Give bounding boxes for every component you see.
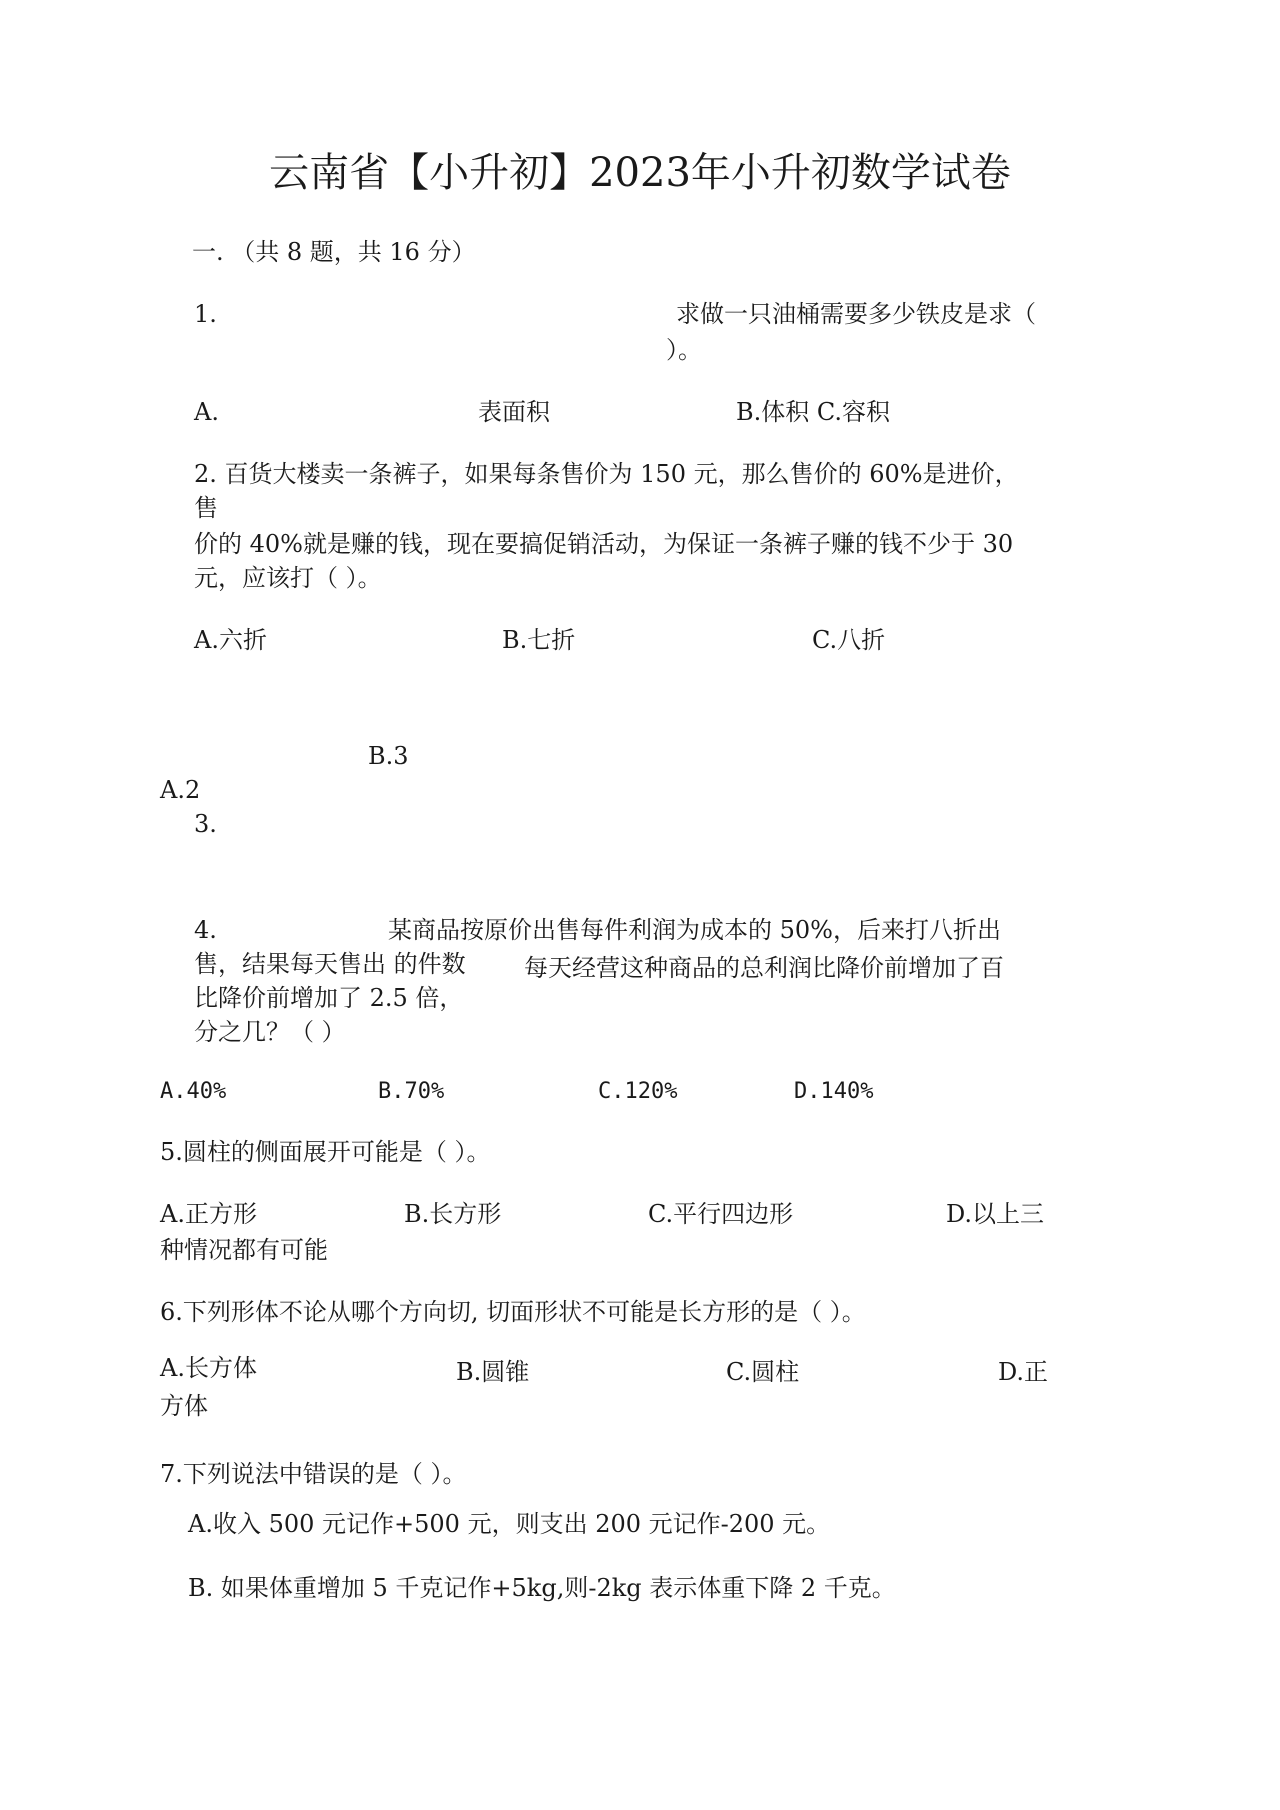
q5-text: 5.圆柱的侧面展开可能是（ ）。: [160, 1138, 491, 1166]
q3-option-b: B.3: [368, 742, 409, 770]
q4-option-d: D.140%: [794, 1079, 874, 1104]
q1-text-line2: ）。: [666, 336, 702, 364]
q5-option-b: B.长方形: [404, 1200, 502, 1228]
q3-number: 3.: [194, 810, 217, 838]
q1-text-line1: 求做一只油桶需要多少铁皮是求（: [676, 300, 1036, 328]
q6-option-d: D.正: [998, 1358, 1049, 1386]
q4-option-c: C.120%: [598, 1079, 678, 1104]
q5-option-d-cont: 种情况都有可能: [160, 1236, 328, 1264]
q3-option-a: A.2: [160, 776, 201, 804]
q4-line4: 分之几？（ ）: [194, 1018, 346, 1046]
q4-option-a: A.40%: [160, 1079, 227, 1104]
q4-line3: 比降价前增加了 2.5 倍，: [194, 984, 464, 1012]
section-heading: 一. （共 8 题，共 16 分）: [192, 238, 476, 266]
q2-option-c: C.八折: [812, 626, 886, 654]
q7-text: 7.下列说法中错误的是（ ）。: [160, 1460, 467, 1488]
q2-line3: 价的 40%就是赚的钱，现在要搞促销活动，为保证一条裤子赚的钱不少于 30: [194, 530, 1014, 558]
q2-line1: 2. 百货大楼卖一条裤子，如果每条售价为 150 元，那么售价的 60%是进价，: [194, 460, 1019, 488]
q2-line2: 售: [194, 494, 218, 522]
q4-number: 4.: [194, 916, 217, 944]
q4-option-b: B.70%: [378, 1079, 445, 1104]
q5-option-d: D.以上三: [946, 1200, 1045, 1228]
q7-option-a: A.收入 500 元记作+500 元，则支出 200 元记作-200 元。: [188, 1510, 831, 1538]
q1-option-a-text: 表面积: [478, 398, 550, 426]
q4-line2-right: 每天经营这种商品的总利润比降价前增加了百: [524, 954, 1004, 982]
q1-options-bc: B.体积 C.容积: [736, 398, 891, 426]
q4-line2-left: 售，结果每天售出 的件数: [194, 950, 466, 978]
q6-option-c: C.圆柱: [726, 1358, 800, 1386]
q1-option-a-label: A.: [194, 398, 219, 426]
q5-option-c: C.平行四边形: [648, 1200, 794, 1228]
q6-text: 6.下列形体不论从哪个方向切, 切面形状不可能是长方形的是（ ）。: [160, 1298, 866, 1326]
q6-option-d-cont: 方体: [160, 1392, 208, 1420]
page-title: 云南省【小升初】2023年小升初数学试卷: [269, 150, 1011, 196]
q2-option-a: A.六折: [194, 626, 267, 654]
q6-option-b: B.圆锥: [456, 1358, 530, 1386]
q5-option-a: A.正方形: [160, 1200, 257, 1228]
q7-option-b: B. 如果体重增加 5 千克记作+5kg,则-2kg 表示体重下降 2 千克。: [188, 1574, 896, 1602]
q2-option-b: B.七折: [502, 626, 576, 654]
q6-option-a: A.长方体: [160, 1354, 257, 1382]
q4-line1: 某商品按原价出售每件利润为成本的 50%，后来打八折出: [388, 916, 1001, 944]
q1-number: 1.: [194, 300, 217, 328]
q2-line4: 元，应该打（ ）。: [194, 564, 382, 592]
